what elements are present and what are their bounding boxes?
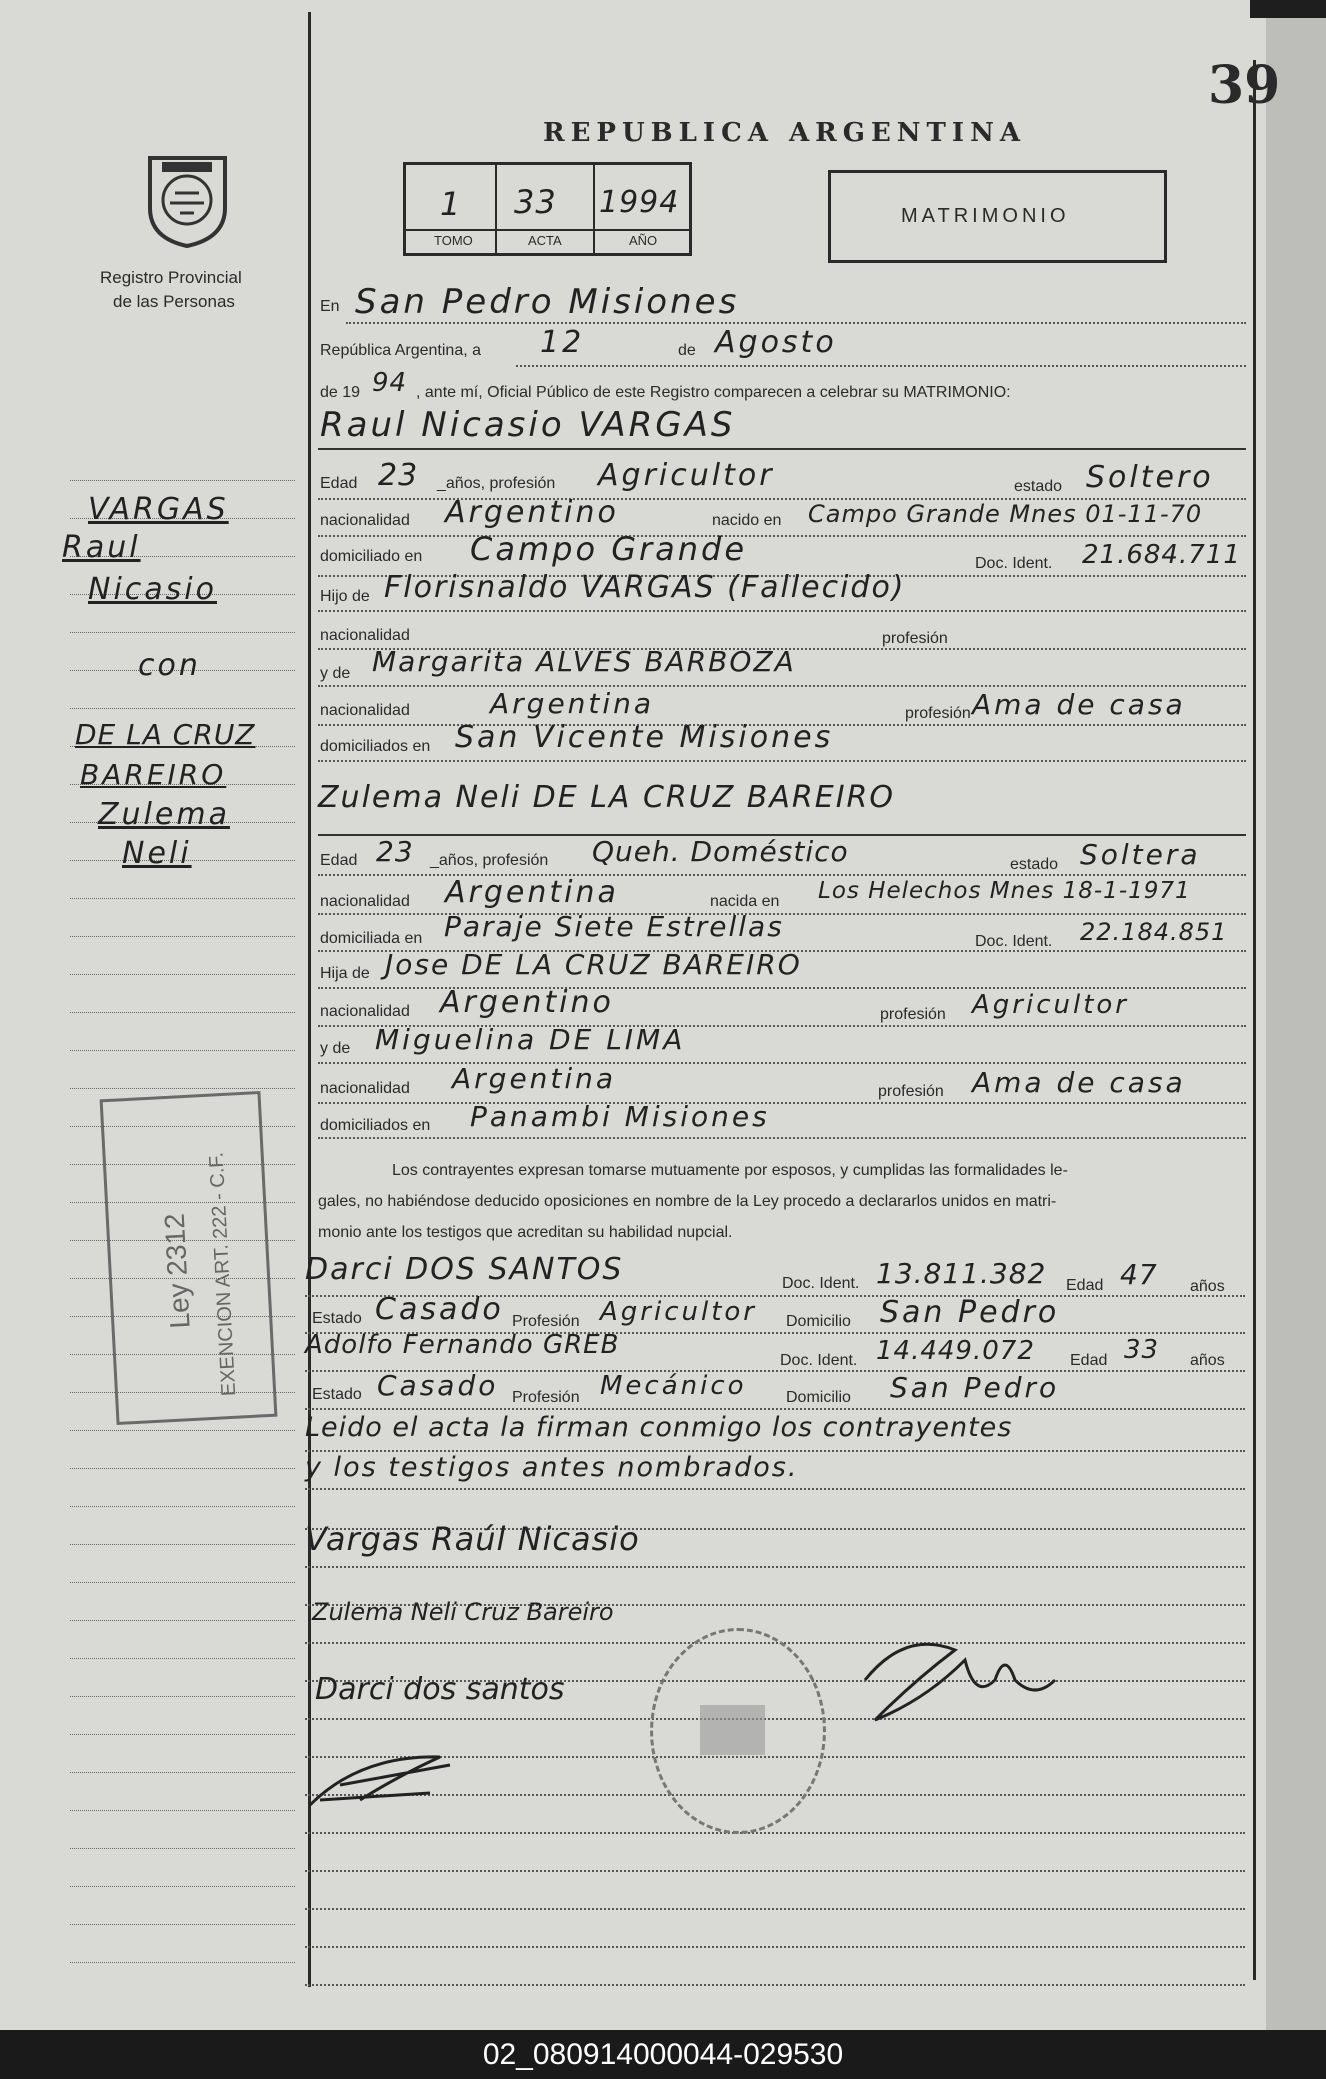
type-label: MATRIMONIO — [901, 205, 1070, 227]
edad-label: Edad — [1066, 1277, 1104, 1294]
bride-father-prof: Agricultor — [972, 990, 1129, 1020]
w2-prof: Mecánico — [600, 1371, 747, 1401]
w2-doc: 14.449.072 — [876, 1336, 1035, 1366]
witness2-signature-mark — [300, 1745, 460, 1815]
en-label: En — [320, 298, 340, 315]
w2-name: Adolfo Fernando GREB — [305, 1330, 620, 1360]
ano-label: AÑO — [629, 233, 658, 248]
bride-age: 23 — [376, 835, 414, 868]
groom-mother: Margarita ALVES BARBOZA — [372, 645, 796, 678]
lower-rule — [305, 1566, 1245, 1568]
estado-label: estado — [1010, 856, 1059, 873]
dom-label: domiciliado en — [320, 548, 423, 565]
groom-estado: Soltero — [1086, 460, 1214, 495]
registry-line1: Registro Provincial — [100, 268, 242, 287]
margin-rule — [70, 1506, 295, 1507]
margin-name1b: Nicasio — [88, 572, 217, 607]
officer-signature-mark — [845, 1620, 1085, 1740]
margin-rule — [70, 1772, 295, 1773]
stamp-line2: EXENCION ART. 222 - C.F. — [205, 1151, 241, 1397]
rule — [318, 610, 1246, 612]
margin-surname1: VARGAS — [88, 492, 229, 527]
margin-name2a: Zulema — [98, 797, 230, 832]
hijo-label: Hijo de — [320, 588, 370, 605]
margin-rule — [70, 480, 295, 481]
edad-label: Edad — [320, 475, 358, 492]
nacido-label: nacido en — [712, 512, 782, 529]
groom-mother-prof: Ama de casa — [972, 688, 1186, 721]
rule — [305, 1408, 1245, 1410]
nac-label: nacionalidad — [320, 512, 410, 529]
stamp-line1: Ley 2312 — [158, 1212, 196, 1330]
closing-line2: y los testigos antes nombrados. — [305, 1452, 799, 1483]
margin-rule — [70, 936, 295, 937]
acta-label: ACTA — [528, 233, 562, 248]
nac-label: nacionalidad — [320, 1003, 410, 1020]
w2-age: 33 — [1124, 1335, 1160, 1365]
margin-rule — [70, 1582, 295, 1583]
nacida-label: nacida en — [710, 893, 780, 910]
doc-ident-label: Doc. Ident. — [782, 1275, 860, 1292]
country-title: REPUBLICA ARGENTINA — [543, 118, 1027, 148]
bride-name: Zulema Neli DE LA CRUZ BAREIRO — [318, 780, 896, 815]
rule — [318, 760, 1246, 762]
groom-prof: Agricultor — [598, 458, 775, 493]
estado-label: Estado — [312, 1310, 362, 1327]
left-margin-rule — [308, 12, 311, 1987]
bride-dom: Paraje Siete Estrellas — [444, 910, 784, 943]
footer-id: 02_080914000044-029530 — [0, 2030, 1326, 2079]
margin-rule — [70, 1962, 295, 1963]
groom-name: Raul Nicasio VARGAS — [320, 405, 736, 445]
bride-mother: Miguelina DE LIMA — [375, 1023, 686, 1056]
tomo-label: TOMO — [434, 233, 473, 248]
margin-rule — [70, 1696, 295, 1697]
doc-label: Doc. Ident. — [975, 555, 1053, 572]
signature-groom: Vargas Raúl Nicasio — [305, 1520, 640, 1558]
de-label: de — [678, 342, 696, 359]
anos-prof-label: _años, profesión — [437, 475, 556, 492]
bride-father-nac: Argentino — [440, 985, 614, 1020]
rule — [318, 1102, 1246, 1104]
nac-label: nacionalidad — [320, 702, 410, 719]
groom-nac: Argentino — [445, 495, 619, 530]
margin-rule — [70, 1050, 295, 1051]
rule — [318, 535, 1246, 537]
bride-birth: Los Helechos Mnes 18-1-1971 — [818, 878, 1191, 904]
prof-label: profesión — [878, 1083, 944, 1100]
w2-estado: Casado — [377, 1369, 499, 1402]
edad-label: Edad — [320, 852, 358, 869]
bride-parents-dom: Panambi Misiones — [470, 1100, 770, 1133]
groom-dom: Campo Grande — [470, 530, 748, 568]
margin-rule — [70, 1924, 295, 1925]
w1-name: Darci DOS SANTOS — [305, 1252, 624, 1287]
bride-estado: Soltera — [1080, 838, 1201, 871]
margin-rule — [70, 632, 295, 633]
estado-label: Estado — [312, 1386, 362, 1403]
legal-line2: gales, no habiéndose deducido oposiciones en nombre de la Ley procedo a declararlos unidos en matri- — [318, 1193, 1057, 1210]
margin-rule — [70, 1734, 295, 1735]
w2-dom: San Pedro — [890, 1371, 1060, 1404]
profesion-label: Profesión — [512, 1389, 580, 1406]
domicilio-label: Domicilio — [786, 1389, 851, 1406]
w1-doc: 13.811.382 — [876, 1257, 1047, 1290]
domda-label: domiciliada en — [320, 930, 423, 947]
margin-rule — [70, 1430, 295, 1431]
lower-rule — [305, 1946, 1245, 1948]
month-value: Agosto — [715, 325, 837, 360]
seal-center — [700, 1705, 765, 1755]
margin-rule — [70, 1088, 295, 1089]
bride-mother-nac: Argentina — [452, 1062, 617, 1095]
type-box — [828, 170, 1167, 263]
margin-rule — [70, 1886, 295, 1887]
ano-value: 1994 — [599, 185, 680, 220]
bride-doc: 22.184.851 — [1080, 918, 1228, 946]
margin-con: con — [138, 648, 201, 683]
groom-birth: Campo Grande Mnes 01-11-70 — [808, 500, 1203, 528]
signature-bride: Zulema Neli Cruz Bareiro — [312, 1598, 614, 1626]
yde-label: y de — [320, 665, 351, 682]
nac-label: nacionalidad — [320, 893, 410, 910]
year-prefix: de 19 — [320, 384, 361, 401]
margin-rule — [70, 1658, 295, 1659]
record-box — [403, 162, 692, 256]
domicilio-label: Domicilio — [786, 1313, 851, 1330]
year-value: 94 — [372, 368, 408, 398]
bride-prof: Queh. Doméstico — [592, 835, 849, 868]
groom-father: Florisnaldo VARGAS (Fallecido) — [384, 570, 906, 605]
place-value: San Pedro Misiones — [355, 282, 740, 322]
rule — [305, 1488, 1245, 1490]
rep-label: República Argentina, a — [320, 342, 481, 359]
edad-label: Edad — [1070, 1352, 1108, 1369]
margin-surname2b: BAREIRO — [80, 758, 227, 791]
prof-label: profesión — [880, 1006, 946, 1023]
lower-rule — [305, 1984, 1245, 1986]
doc-label: Doc. Ident. — [975, 933, 1053, 950]
signature-witness1: Darci dos santos — [315, 1672, 565, 1707]
anos-label: años — [1190, 1352, 1225, 1369]
doms-label: domiciliados en — [320, 738, 431, 755]
intro-text: , ante mí, Oficial Público de este Registro comparecen a celebrar su MATRIMONIO: — [416, 384, 1011, 401]
margin-rule — [70, 708, 295, 709]
groom-mother-nac: Argentina — [490, 687, 655, 720]
nac-label: nacionalidad — [320, 627, 410, 644]
right-margin-rule — [1253, 60, 1256, 1980]
hija-label: Hija de — [320, 965, 370, 982]
estado-label: estado — [1014, 478, 1063, 495]
page-edge — [1266, 0, 1326, 2030]
w1-dom: San Pedro — [880, 1295, 1060, 1330]
margin-name1a: Raul — [62, 530, 141, 565]
doms-label: domiciliados en — [320, 1117, 431, 1134]
prof-label: profesión — [905, 705, 971, 722]
margin-rule — [70, 1810, 295, 1811]
margin-rule — [70, 1012, 295, 1013]
bride-mother-prof: Ama de casa — [972, 1066, 1186, 1099]
margin-rule — [70, 1620, 295, 1621]
provincial-seal-icon — [140, 148, 235, 248]
rule — [516, 365, 1246, 367]
bride-nac: Argentina — [445, 875, 619, 910]
lower-rule — [305, 1908, 1245, 1910]
bride-father: Jose DE LA CRUZ BAREIRO — [385, 948, 802, 981]
nac-label: nacionalidad — [320, 1080, 410, 1097]
w1-estado: Casado — [375, 1292, 504, 1327]
tomo-value: 1 — [440, 185, 464, 223]
rule — [318, 448, 1246, 450]
lower-rule — [305, 1832, 1245, 1834]
doc-ident-label: Doc. Ident. — [780, 1352, 858, 1369]
anos-label: años — [1190, 1278, 1225, 1295]
yde-label: y de — [320, 1040, 351, 1057]
lower-rule — [305, 1870, 1245, 1872]
profesion-label: Profesión — [512, 1313, 580, 1330]
groom-doc: 21.684.711 — [1082, 540, 1241, 570]
margin-rule — [70, 1848, 295, 1849]
rule — [318, 685, 1246, 687]
page-number: 39 — [1208, 55, 1281, 116]
groom-age: 23 — [378, 458, 419, 493]
acta-value: 33 — [514, 183, 557, 221]
exemption-stamp — [100, 1091, 278, 1425]
margin-name2b: Neli — [122, 836, 192, 871]
margin-rule — [70, 974, 295, 975]
rule — [318, 1137, 1246, 1139]
anos-prof-label: _años, profesión — [430, 852, 549, 869]
margin-rule — [70, 1544, 295, 1545]
prof-label: profesión — [882, 630, 948, 647]
day-value: 12 — [540, 325, 585, 360]
w1-age: 47 — [1120, 1258, 1158, 1291]
closing-line1: Leido el acta la firman conmigo los contrayentes — [305, 1412, 1013, 1443]
registry-line2: de las Personas — [113, 292, 235, 311]
rule — [346, 322, 1246, 324]
top-shadow — [1250, 0, 1326, 18]
margin-surname2a: DE LA CRUZ — [75, 718, 256, 751]
legal-line1: Los contrayentes expresan tomarse mutuamente por esposos, y cumplidas las formalidades le- — [392, 1162, 1068, 1179]
w1-prof: Agricultor — [600, 1297, 757, 1327]
groom-parents-dom: San Vicente Misiones — [455, 720, 834, 755]
legal-line3: monio ante los testigos que acreditan su habilidad nupcial. — [318, 1224, 733, 1241]
margin-rule — [70, 1468, 295, 1469]
margin-rule — [70, 898, 295, 899]
